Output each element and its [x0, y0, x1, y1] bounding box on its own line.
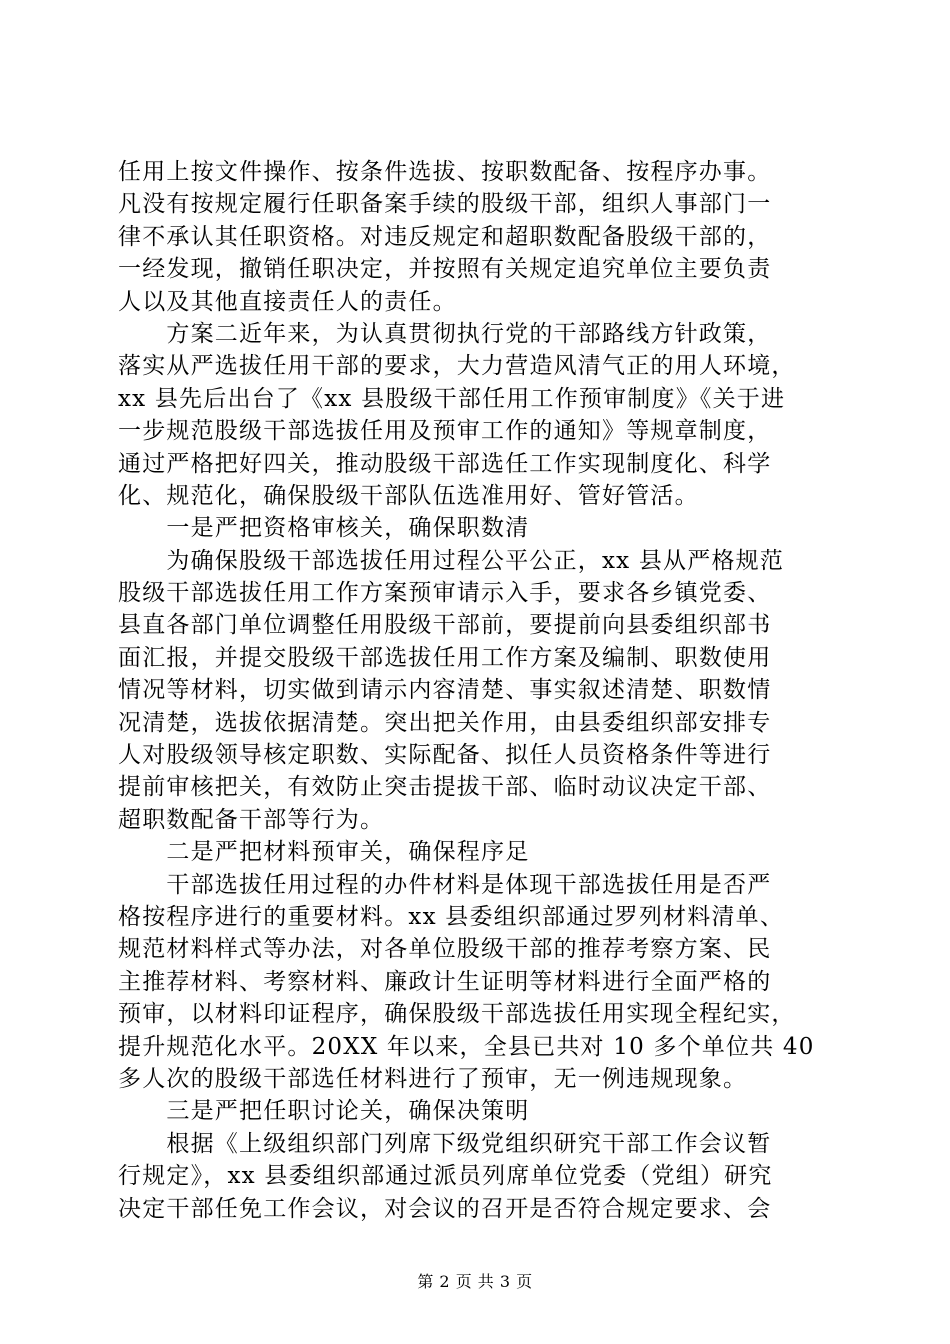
- text-line: 一是严把资格审核关，确保职数清: [118, 515, 530, 542]
- text-line: 股级干部选拔任用工作方案预审请示入手，要求各乡镇党委、: [118, 580, 772, 607]
- text-line: 情况等材料，切实做到请示内容清楚、事实叙述清楚、职数情: [118, 677, 772, 704]
- text-line: 方案二近年来，为认真贯彻执行党的干部路线方针政策，: [118, 320, 772, 347]
- text-line: 律不承认其任职资格。对违反规定和超职数配备股级干部的，: [118, 223, 772, 250]
- text-line: 干部选拔任用过程的办件材料是体现干部选拔任用是否严: [118, 871, 772, 898]
- text-line: 行规定》，xx 县委组织部通过派员列席单位党委（党组）研究: [118, 1163, 773, 1190]
- text-line: 提前审核把关，有效防止突击提拔干部、临时动议决定干部、: [118, 774, 772, 801]
- text-line: 况清楚，选拔依据清楚。突出把关作用，由县委组织部安排专: [118, 709, 772, 736]
- text-line: 提升规范化水平。20XX 年以来，全县已共对 10 多个单位共 40: [118, 1033, 815, 1060]
- text-line: 通过严格把好四关，推动股级干部选任工作实现制度化、科学: [118, 450, 772, 477]
- text-line: 为确保股级干部选拔任用过程公平公正，xx 县从严格规范: [118, 547, 785, 574]
- text-line: 三是严把任职讨论关，确保决策明: [118, 1098, 530, 1125]
- text-line: 人以及其他直接责任人的责任。: [118, 288, 457, 315]
- text-line: 凡没有按规定履行任职备案手续的股级干部，组织人事部门一: [118, 191, 772, 218]
- text-line: 超职数配备干部等行为。: [118, 806, 385, 833]
- text-line: 落实从严选拔任用干部的要求，大力营造风清气正的用人环境，: [118, 353, 796, 380]
- text-line: 一经发现，撤销任职决定，并按照有关规定追究单位主要负责: [118, 256, 772, 283]
- text-line: 主推荐材料、考察材料、廉政计生证明等材料进行全面严格的: [118, 968, 772, 995]
- text-line: 预审，以材料印证程序，确保股级干部选拔任用实现全程纪实，: [118, 1001, 796, 1028]
- text-line: 多人次的股级干部选任材料进行了预审，无一例违规现象。: [118, 1065, 748, 1092]
- text-line: xx 县先后出台了《xx 县股级干部任用工作预审制度》《关于进: [118, 385, 786, 412]
- text-line: 化、规范化，确保股级干部队伍选准用好、管好管活。: [118, 482, 699, 509]
- text-line: 决定干部任免工作会议，对会议的召开是否符合规定要求、会: [118, 1195, 772, 1222]
- text-line: 规范材料样式等办法，对各单位股级干部的推荐考察方案、民: [118, 936, 772, 963]
- text-line: 人对股级领导核定职数、实际配备、拟任人员资格条件等进行: [118, 742, 772, 769]
- text-line: 县直各部门单位调整任用股级干部前，要提前向县委组织部书: [118, 612, 772, 639]
- text-line: 格按程序进行的重要材料。xx 县委组织部通过罗列材料清单、: [118, 903, 785, 930]
- text-line: 面汇报，并提交股级干部选拔任用工作方案及编制、职数使用: [118, 644, 772, 671]
- page-footer: 第 2 页 共 3 页: [417, 1272, 533, 1291]
- text-line: 一步规范股级干部选拔任用及预审工作的通知》等规章制度，: [118, 418, 772, 445]
- text-line: 根据《上级组织部门列席下级党组织研究干部工作会议暂: [118, 1130, 772, 1157]
- document-body: [118, 156, 838, 1225]
- text-line: 任用上按文件操作、按条件选拔、按职数配备、按程序办事。: [118, 159, 772, 185]
- text-line: 二是严把材料预审关，确保程序足: [118, 839, 530, 866]
